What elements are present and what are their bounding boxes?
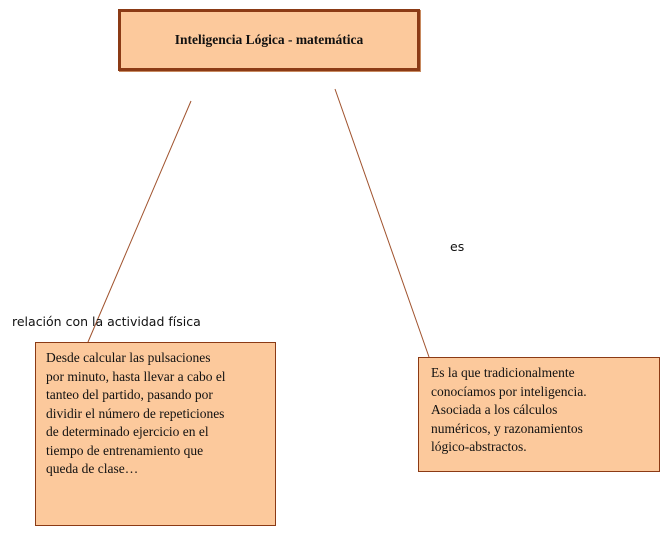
- concept-node-definicion: Es la que tradicionalmente conocíamos por inteligencia. Asociada a los cálculos numéricos, y razonamientos lógico-abstractos.: [418, 357, 660, 472]
- connector-line-right: [335, 89, 429, 357]
- linking-phrase-es: es: [450, 239, 465, 254]
- concept-node-actividad-fisica: Desde calcular las pulsaciones por minuto, hasta llevar a cabo el tanteo del partido, pasando por dividir el número de repeticiones de determinado ejercicio en el tiempo de entrenamiento que queda de clase…: [35, 342, 276, 526]
- root-concept-node: [118, 9, 420, 71]
- linking-phrase-relacion: relación con la actividad física: [12, 314, 201, 329]
- root-concept-label: Inteligencia Lógica - matemática: [174, 32, 364, 47]
- connector-line-left: [88, 101, 191, 342]
